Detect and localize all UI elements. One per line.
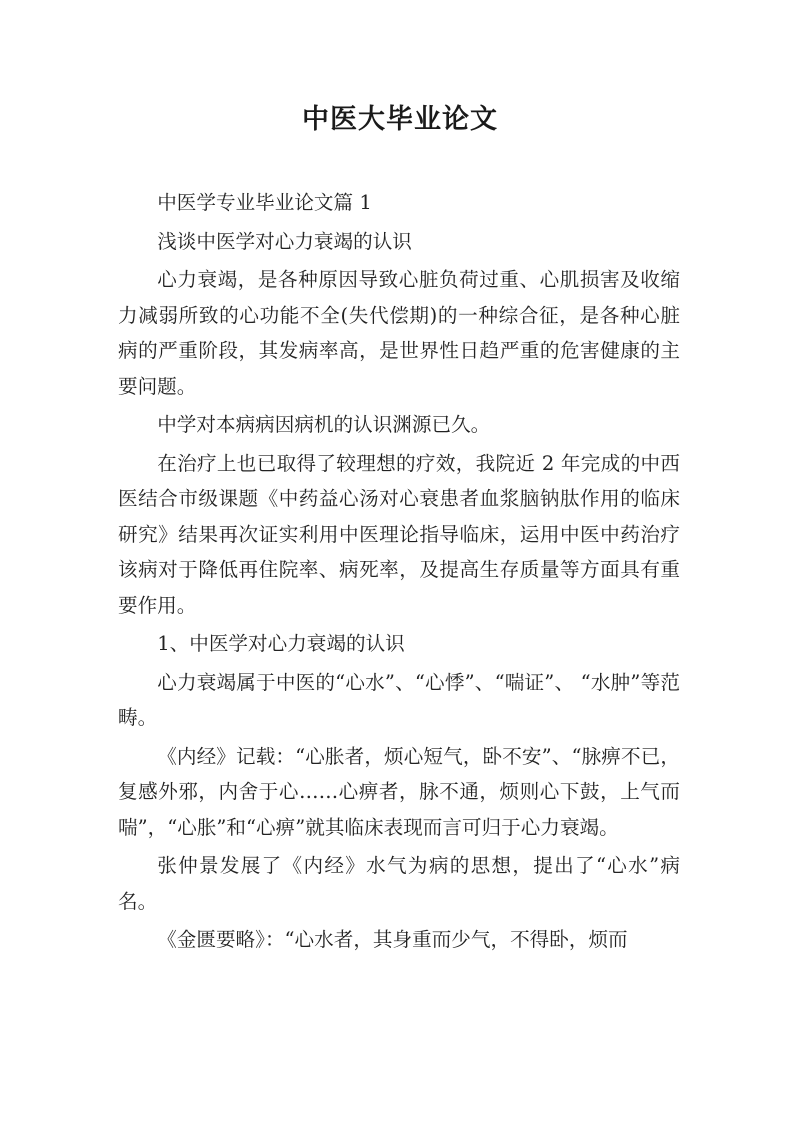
document-title: 中医大毕业论文 (302, 104, 498, 135)
paragraph: 《金匮要略》：“心水者，其身重而少气，不得卧，烦而 (157, 928, 628, 951)
document-body (118, 185, 680, 958)
paragraph: 《内经》记载：“心胀者，烦心短气，卧不安”、“脉痹不已，复感外邪，内舍于心……心痹者，脉不通，烦则心下鼓，上气而喘”，“心胀”和“心痹”就其临床表现而言可归于心力衰竭。 (118, 744, 680, 839)
paragraph: 在治疗上也已取得了较理想的疗效，我院近 2 年完成的中西医结合市级课题《中药益心汤对心衰患者血浆脑钠肽作用的临床研究》结果再次证实利用中医理论指导临床，运用中医中药治疗该病对于降低再住院率、病死率，及提高生存质量等方面具有重要作用。 (118, 451, 680, 617)
paragraph: 心力衰竭，是各种原因导致心脏负荷过重、心肌损害及收缩力减弱所致的心功能不全(失代偿期)的一种综合征，是各种心脏病的严重阶段，其发病率高，是世界性日趋严重的危害健康的主要问题。 (118, 268, 680, 398)
paragraph: 心力衰竭属于中医的“心水”、“心悸”、“喘证”、 “水肿”等范畴。 (118, 670, 680, 729)
paragraph-article-title: 浅谈中医学对心力衰竭的认识 (157, 229, 412, 253)
paragraph-section-heading: 中医学专业毕业论文篇 1 (157, 191, 372, 214)
paragraph-subheading: 1、中医学对心力衰竭的认识 (157, 632, 405, 655)
paragraph: 张仲景发展了《内经》水气为病的思想，提出了“心水”病名。 (118, 854, 680, 913)
paragraph: 中学对本病病因病机的认识渊源已久。 (157, 413, 491, 436)
